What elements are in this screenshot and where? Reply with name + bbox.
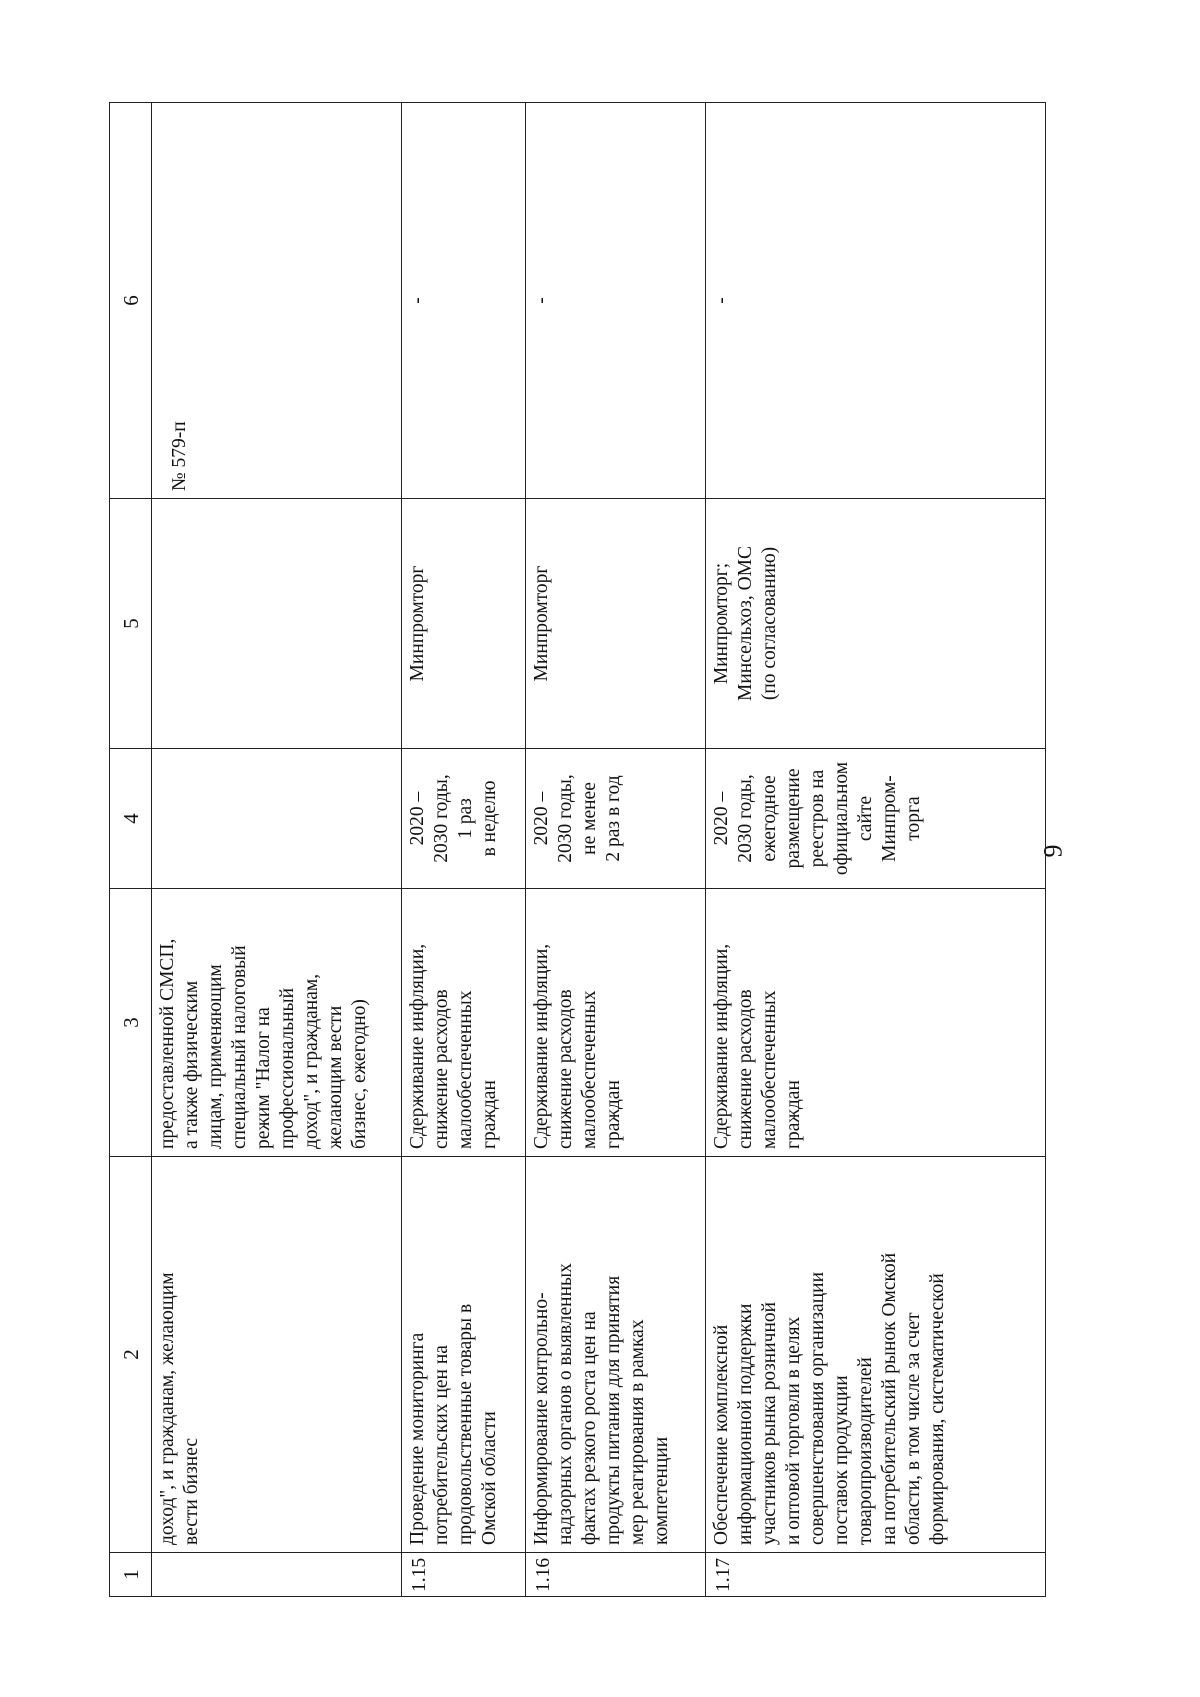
- column-header: 3: [110, 889, 152, 1157]
- result-cell: Сдерживание инфляции, снижение расходов малообеспеченных граждан: [706, 889, 1046, 1157]
- term-cell: [152, 749, 402, 889]
- column-header: 2: [110, 1157, 152, 1553]
- activity-cell: Информирование контрольно- надзорных органов о выявленных фактах резкого роста цен на продукты питания для принятия мер реагирования в рамках компетенции: [526, 1157, 706, 1553]
- executor-cell: Минпромторг; Минсельхоз, ОМС (по согласованию): [706, 499, 1046, 749]
- table-row: [706, 103, 1046, 1597]
- table-row: [152, 103, 402, 1597]
- table-header-row: [110, 103, 152, 1597]
- rotated-table-sheet: [109, 103, 1045, 1597]
- activity-cell: Проведение мониторинга потребительских цен на продовольственные товары в Омской области: [402, 1157, 526, 1553]
- result-cell: Сдерживание инфляции, снижение расходов малообеспеченных граждан: [402, 889, 526, 1157]
- executor-cell: [152, 499, 402, 749]
- note-cell: -: [706, 103, 1046, 499]
- note-cell: -: [526, 103, 706, 499]
- executor-cell: Минпромторг: [526, 499, 706, 749]
- executor-cell: Минпромторг: [402, 499, 526, 749]
- result-cell: Сдерживание инфляции, снижение расходов малообеспеченных граждан: [526, 889, 706, 1157]
- note-cell: № 579-п: [152, 103, 402, 499]
- row-number: 1.15: [402, 1553, 526, 1597]
- table-row: [526, 103, 706, 1597]
- term-cell: 2020 – 2030 годы, ежегодное размещение реестров на официальном сайте Минпром- торга: [706, 749, 1046, 889]
- row-number: 1.16: [526, 1553, 706, 1597]
- result-cell: предоставленной СМСП, а также физическим лицам, применяющим специальный налоговый режим "Налог на профессиональный доход", и гражданам, желающим вести бизнес, ежегодно): [152, 889, 402, 1157]
- page-number: 9: [1038, 844, 1068, 858]
- activity-cell: доход", и гражданам, желающим вести бизнес: [152, 1157, 402, 1553]
- term-cell: 2020 – 2030 годы, не менее 2 раз в год: [526, 749, 706, 889]
- activity-cell: Обеспечение комплексной информационной поддержки участников рынка розничной и оптовой торговли в целях совершенствования организации поставок продукции товаропроизводителей на потребительский рынок Омской области, в том числе за счет формирования, систематической: [706, 1157, 1046, 1553]
- column-header: 1: [110, 1553, 152, 1597]
- term-cell: 2020 – 2030 годы, 1 раз в неделю: [402, 749, 526, 889]
- column-header: 5: [110, 499, 152, 749]
- column-header: 4: [110, 749, 152, 889]
- note-cell: -: [402, 103, 526, 499]
- column-header: 6: [110, 103, 152, 499]
- action-plan-table: [109, 102, 1046, 1597]
- row-number: 1.17: [706, 1553, 1046, 1597]
- row-number: [152, 1553, 402, 1597]
- table-row: [402, 103, 526, 1597]
